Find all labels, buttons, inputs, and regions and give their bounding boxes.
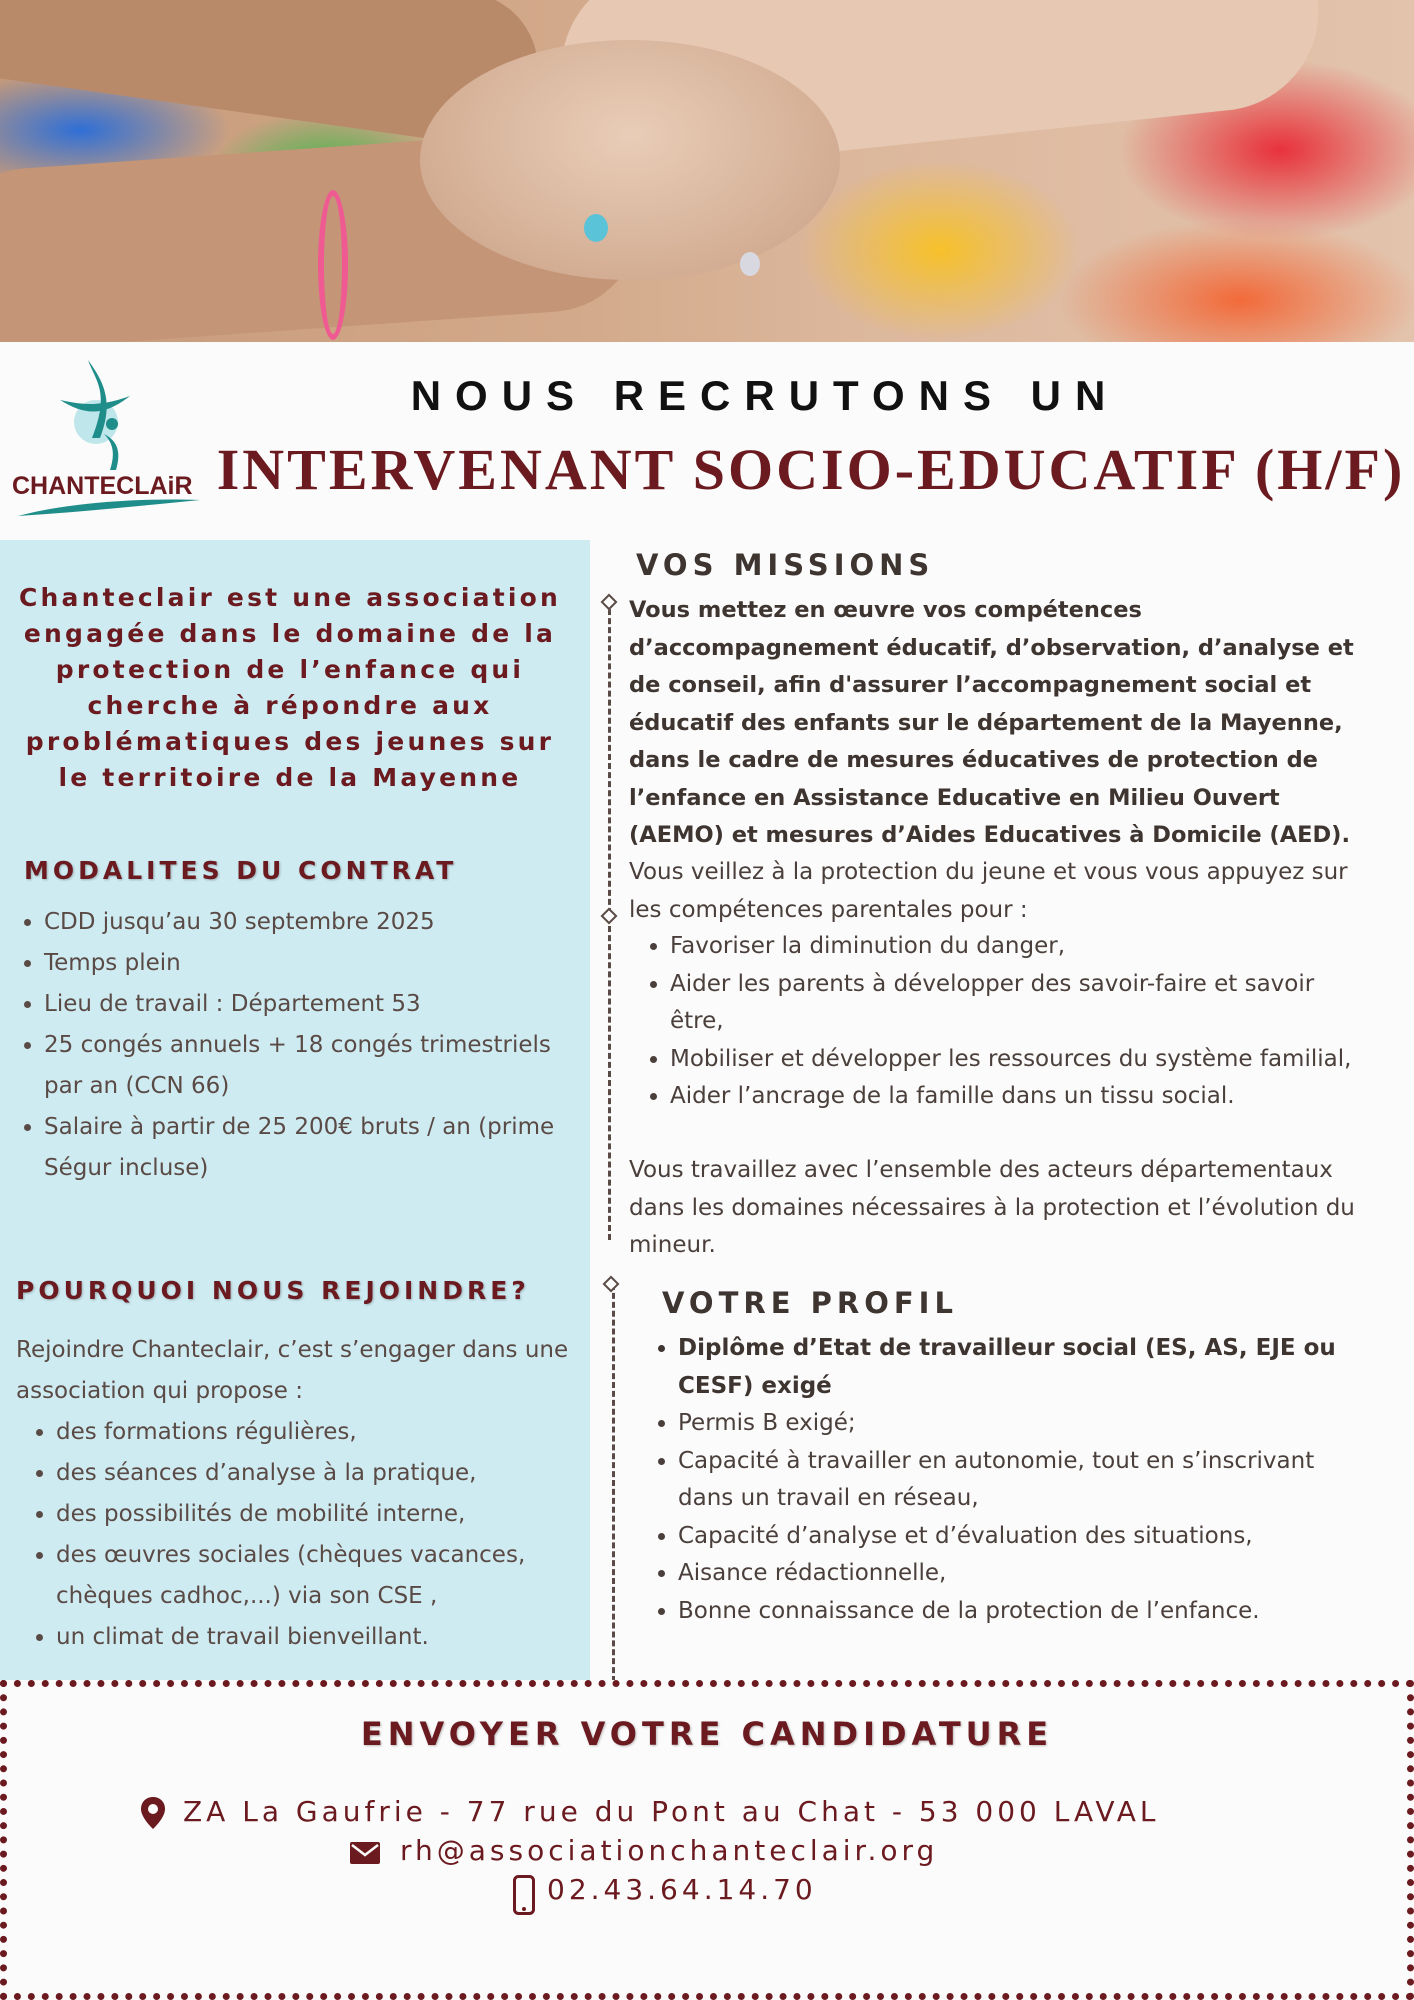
list-item: • des séances d’analyse à la pratique, [56,1453,576,1494]
list-item: • un climat de travail bienveillant. [56,1617,576,1658]
mobile-phone-icon [513,1875,535,1915]
contact-phone[interactable] [547,1873,817,1906]
list-item: • Temps plein [44,943,574,984]
timeline-marker [601,594,618,611]
headline-line-1: NOUS RECRUTONS UN [410,372,1120,419]
list-item: • Mobiliser et développer les ressources du système familial, [670,1041,1370,1079]
hero-photo [0,0,1414,342]
list-item: • Capacité d’analyse et d’évaluation des situations, [678,1518,1368,1556]
list-item: • Favoriser la diminution du danger, [670,928,1370,966]
job-title: INTERVENANT SOCIO-EDUCATIF (H/F) [216,437,1406,502]
list-item: • Lieu de travail : Département 53 [44,984,574,1025]
list-item: • Aider l’ancrage de la famille dans un tissu social. [670,1078,1370,1116]
contact-email[interactable] [400,1834,938,1867]
profil-list [678,1330,1368,1630]
list-item: • 25 congés annuels + 18 congés trimestriels par an (CCN 66) [44,1025,574,1107]
pourquoi-list [56,1412,576,1658]
list-item: • Aider les parents à développer des savoir-faire et savoir être, [670,966,1370,1041]
list-item: • Salaire à partir de 25 200€ bruts / an (prime Ségur incluse) [44,1107,574,1189]
contact-address [183,1795,1160,1828]
left-column [0,540,590,1680]
association-intro: Chanteclair est une association engagée dans le domaine de la protection de l’enfance qui cherche à répondre aux problématiques des jeunes sur le territoire de la Mayenne [18,583,562,792]
timeline-divider [612,1284,615,1682]
list-item: • des formations régulières, [56,1412,576,1453]
painted-nail-shape [740,252,760,276]
list-item: • Aisance rédactionnelle, [678,1555,1368,1593]
timeline-marker [601,908,618,925]
missions-summary: Vous mettez en œuvre vos compétences d’accompagnement éducatif, d’observation, d’analyse et de conseil, afin d'assurer l’accompagnement social et éducatif des enfants sur le département de la Mayenne, dans le cadre de mesures éducatives de protection de l’enfance en Assistance Educative en Milieu Ouvert (AEMO) et mesures d’Aides Educatives à Domicile (AED). [629,597,1354,848]
bracelet-shape [318,190,348,340]
pourquoi-title: POURQUOI NOUS REJOINDRE? [16,1276,530,1305]
list-item: • des possibilités de mobilité interne, [56,1494,576,1535]
list-item: • des œuvres sociales (chèques vacances, chèques cadhoc,...) via son CSE , [56,1535,576,1617]
pourquoi-intro: Rejoindre Chanteclair, c’est s’engager dans une association qui propose : [16,1337,569,1404]
phone-number[interactable]: 02.43.64.14.70 [547,1873,817,1906]
list-item: • Diplôme d’Etat de travailleur social (ES, AS, EJE ou CESF) exigé [678,1330,1368,1405]
missions-title: VOS MISSIONS [636,548,935,582]
email-link[interactable]: rh@associationchanteclair.org [400,1834,939,1867]
modalites-list [44,902,574,1189]
location-pin-icon [141,1797,165,1829]
profil-title: VOTRE PROFIL [662,1286,958,1320]
list-item: • Permis B exigé; [678,1405,1368,1443]
contact-box [0,1680,1414,2000]
list-item: • CDD jusqu’au 30 septembre 2025 [44,902,574,943]
stacked-hands-shape [420,40,840,280]
chanteclair-logo [0,342,208,538]
list-item: • Capacité à travailler en autonomie, tout en s’inscrivant dans un travail en réseau, [678,1443,1368,1518]
envelope-icon [350,1842,380,1864]
missions-partners-text: Vous travaillez avec l’ensemble des acteurs départementaux dans les domaines nécessaires à la protection et l’évolution du mineur. [629,1157,1355,1258]
contact-title: ENVOYER VOTRE CANDIDATURE [360,1715,1054,1753]
list-item: • Bonne connaissance de la protection de l’enfance. [678,1593,1368,1631]
painted-nail-shape [584,214,608,242]
missions-list [670,928,1370,1116]
missions-text: Vous veillez à la protection du jeune et vous vous appuyez sur les compétences parentales pour : [629,859,1348,923]
modalites-title: MODALITES DU CONTRAT [24,856,458,885]
timeline-marker [603,1276,620,1293]
address-text: ZA La Gaufrie - 77 rue du Pont au Chat - 53 000 LAVAL [183,1795,1160,1828]
logo-wordmark: CHANTECLAiR [12,472,193,500]
